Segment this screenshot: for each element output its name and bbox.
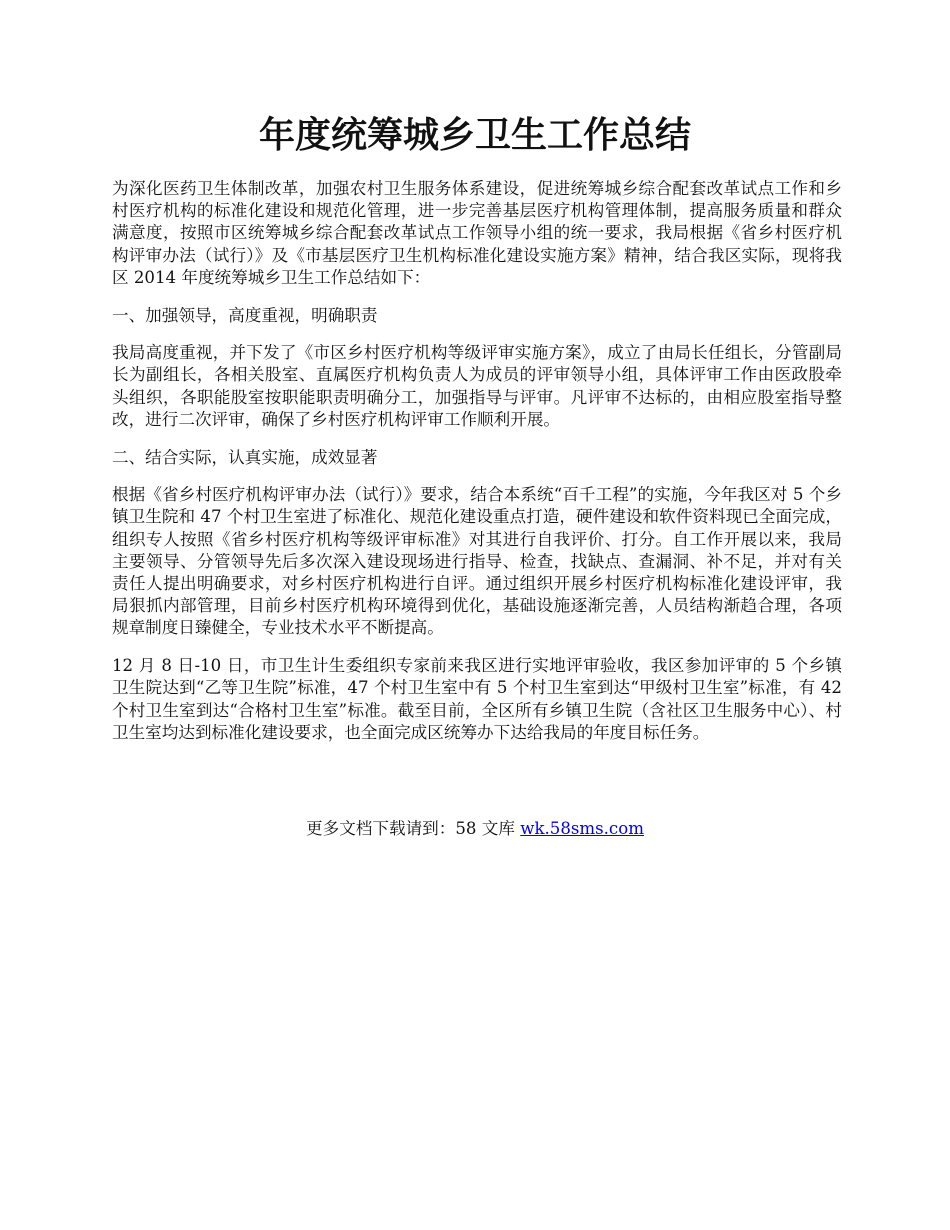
- section-2-paragraph-2: 12 月 8 日-10 日，市卫生计生委组织专家前来我区进行实地评审验收，我区参加评审的 5 个乡镇卫生院达到“乙等卫生院”标准，47 个村卫生室中有 5 个村卫生室到达“甲级村卫生室”标准，有 42 个村卫生室到达“合格村卫生室”标准。截至目前，全区所有乡镇卫生院（含社区卫生服务中心）、村卫生室均达到标准化建设要求，也全面完成区统筹办下达给我局的年度目标任务。: [112, 656, 842, 742]
- footer-download-note: [0, 818, 950, 840]
- document-body: [112, 178, 842, 759]
- section-heading-1: 一、加强领导，高度重视，明确职责: [112, 305, 378, 325]
- footer-link[interactable]: wk.58sms.com: [520, 819, 644, 838]
- section-heading-2: 二、结合实际，认真实施，成效显著: [112, 447, 378, 467]
- document-title: 年度统筹城乡卫生工作总结: [258, 115, 691, 156]
- section-1-paragraph: 我局高度重视，并下发了《市区乡村医疗机构等级评审实施方案》，成立了由局长任组长，分管副局长为副组长，各相关股室、直属医疗机构负责人为成员的评审领导小组，具体评审工作由医政股牵头组织，各职能股室按职能职责明确分工，加强指导与评审。凡评审不达标的，由相应股室指导整改，进行二次评审，确保了乡村医疗机构评审工作顺利开展。: [112, 343, 842, 429]
- intro-paragraph: 为深化医药卫生体制改革，加强农村卫生服务体系建设，促进统筹城乡综合配套改革试点工作和乡村医疗机构的标准化建设和规范化管理，进一步完善基层医疗机构管理体制，提高服务质量和群众满意度，按照市区统筹城乡综合配套改革试点工作领导小组的统一要求，我局根据《省乡村医疗机构评审办法（试行）》及《市基层医疗卫生机构标准化建设实施方案》精神，结合我区实际，现将我区 2014 年度统筹城乡卫生工作总结如下：: [112, 179, 842, 287]
- footer-prefix-text: 更多文档下载请到：58 文库: [306, 819, 521, 838]
- section-2-paragraph-1: 根据《省乡村医疗机构评审办法（试行）》要求，结合本系统“百千工程”的实施，今年我区对 5 个乡镇卫生院和 47 个村卫生室进了标准化、规范化建设重点打造，硬件建设和软件资料现已全面完成，组织专人按照《省乡村医疗机构等级评审标准》对其进行自我评价、打分。自工作开展以来，我局主要领导、分管领导先后多次深入建设现场进行指导、检查，找缺点、查漏洞、补不足，并对有关责任人提出明确要求，对乡村医疗机构进行自评。通过组织开展乡村医疗机构标准化建设评审，我局狠抓内部管理，目前乡村医疗机构环境得到优化，基础设施逐渐完善，人员结构渐趋合理，各项规章制度日臻健全，专业技术水平不断提高。: [112, 485, 842, 638]
